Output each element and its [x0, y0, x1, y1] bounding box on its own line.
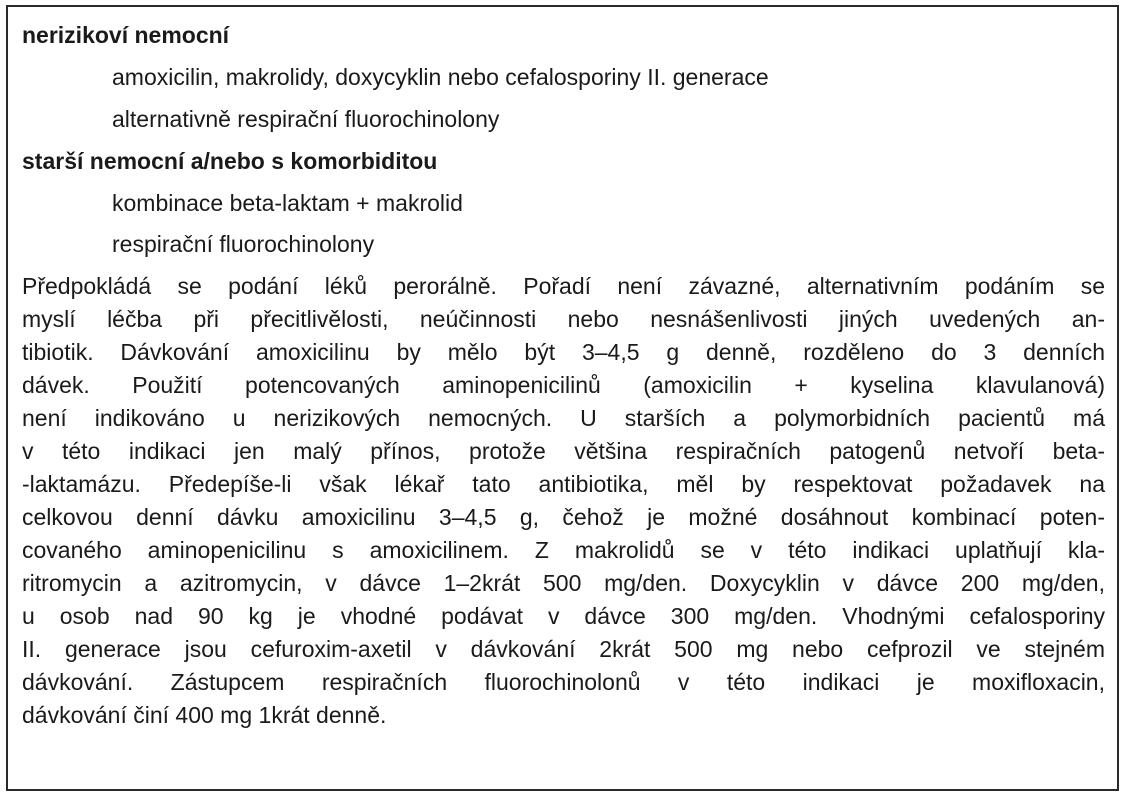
note-line: tibiotik. Dávkování amoxicilinu by mělo být 3–4,5 g denně, rozděleno do 3 denních [22, 339, 1105, 365]
list-item: alternativně respirační fluorochinolony [112, 106, 500, 132]
group-title-low-risk: nerizikoví nemocní [22, 22, 230, 48]
note-line: II. generace jsou cefuroxim-axetil v dávkování 2krát 500 mg nebo cefprozil ve stejném [22, 636, 1105, 662]
note-line: celkovou denní dávku amoxicilinu 3–4,5 g, čehož je možné dosáhnout kombinací poten- [22, 504, 1105, 530]
dosage-note [22, 270, 1105, 732]
list-item: amoxicilin, makrolidy, doxycyklin nebo cefalosporiny II. generace [112, 64, 769, 90]
note-line: myslí léčba při přecitlivělosti, neúčinnosti nebo nesnášenlivosti jiných uvedených an- [22, 306, 1105, 332]
note-line: dávek. Použití potencovaných aminopenicilinů (amoxicilin + kyselina klavulanová) [22, 372, 1105, 398]
note-line: v této indikaci jen malý přínos, protože většina respiračních patogenů netvoří beta- [22, 438, 1105, 464]
note-line: dávkování. Zástupcem respiračních fluorochinolonů v této indikaci je moxifloxacin, [22, 669, 1105, 695]
note-line: u osob nad 90 kg je vhodné podávat v dávce 300 mg/den. Vhodnými cefalosporiny [22, 603, 1105, 629]
note-line: dávkování činí 400 mg 1krát denně. [22, 702, 387, 728]
note-line: covaného aminopenicilinu s amoxicilinem. Z makrolidů se v této indikaci uplatňují kla- [22, 537, 1105, 563]
note-line: ritromycin a azitromycin, v dávce 1–2krát 500 mg/den. Doxycyklin v dávce 200 mg/den, [22, 570, 1105, 596]
note-line: Předpokládá se podání léků perorálně. Pořadí není závazné, alternativním podáním se [22, 273, 1105, 299]
note-line: není indikováno u nerizikových nemocných. U starších a polymorbidních pacientů má [22, 405, 1105, 431]
list-item: kombinace beta-laktam + makrolid [112, 190, 463, 216]
note-line: -laktamázu. Předepíše-li však lékař tato antibiotika, měl by respektovat požadavek na [22, 471, 1105, 497]
list-item: respirační fluorochinolony [112, 231, 375, 257]
group-title-elderly-comorbid: starší nemocní a/nebo s komorbiditou [22, 148, 438, 174]
